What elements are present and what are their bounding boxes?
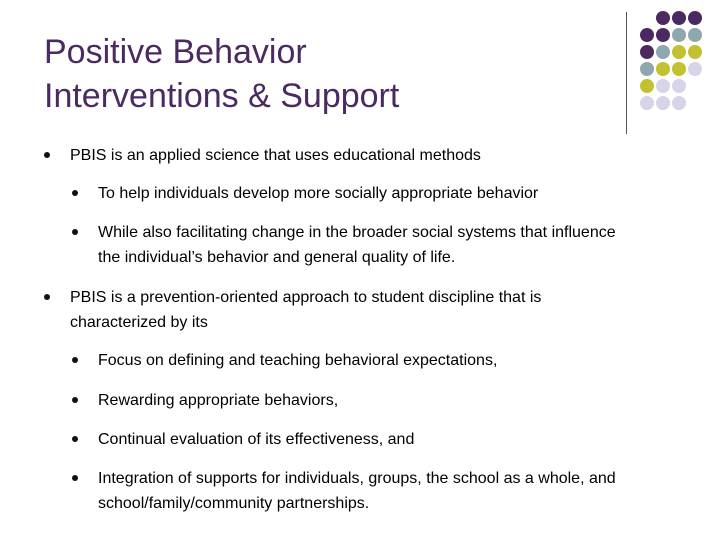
decorative-dot <box>672 79 686 93</box>
decorative-dot <box>640 28 654 42</box>
title-line-2: Interventions & Support <box>44 77 400 115</box>
decorative-dot <box>672 45 686 59</box>
sub-bullet-dot <box>72 229 78 235</box>
decorative-dot <box>688 62 702 76</box>
decorative-dot <box>656 11 670 25</box>
sub-bullet-dot <box>72 357 78 363</box>
decorative-dot <box>640 96 654 110</box>
decorative-dot <box>640 45 654 59</box>
decorative-dot <box>656 96 670 110</box>
bullet-1-text: PBIS is an applied science that uses educational methods <box>70 147 481 164</box>
slide-title <box>44 30 604 118</box>
decorative-dot <box>656 45 670 59</box>
decorative-dot <box>656 79 670 93</box>
decorative-dot <box>688 45 702 59</box>
decorative-dot <box>672 11 686 25</box>
bullet-2-sub-1: Focus on defining and teaching behavioral expectations, <box>98 352 498 369</box>
decorative-dot <box>688 28 702 42</box>
decorative-dot <box>672 28 686 42</box>
bullet-2-sub-2: Rewarding appropriate behaviors, <box>98 392 339 409</box>
sub-bullet-dot <box>72 397 78 403</box>
bullet-2-sub-3: Continual evaluation of its effectiveness, and <box>98 431 415 448</box>
bullet-dot <box>44 152 50 158</box>
bullet-1-sub-1: To help individuals develop more socially appropriate behavior <box>98 185 539 202</box>
decorative-dot <box>688 11 702 25</box>
bullet-2-sub-4: Integration of supports for individuals, groups, the school as a whole, and school/family/community partnerships. <box>98 470 616 512</box>
sub-bullet-dot <box>72 436 78 442</box>
vertical-divider <box>626 12 627 134</box>
decorative-dot <box>672 62 686 76</box>
decorative-dot <box>640 79 654 93</box>
title-line-1: Positive Behavior <box>44 33 307 71</box>
decorative-dot <box>640 62 654 76</box>
decorative-dot-grid <box>640 11 720 121</box>
bullet-dot <box>44 294 50 300</box>
sub-bullet-dot <box>72 475 78 481</box>
sub-bullet-dot <box>72 190 78 196</box>
bullet-2-text: PBIS is a prevention-oriented approach to student discipline that is characterized by its <box>70 289 542 331</box>
decorative-dot <box>656 28 670 42</box>
decorative-dot <box>672 96 686 110</box>
bullet-1-sub-2: While also facilitating change in the broader social systems that influence the individual’s behavior and general quality of life. <box>98 224 616 266</box>
decorative-dot <box>656 62 670 76</box>
